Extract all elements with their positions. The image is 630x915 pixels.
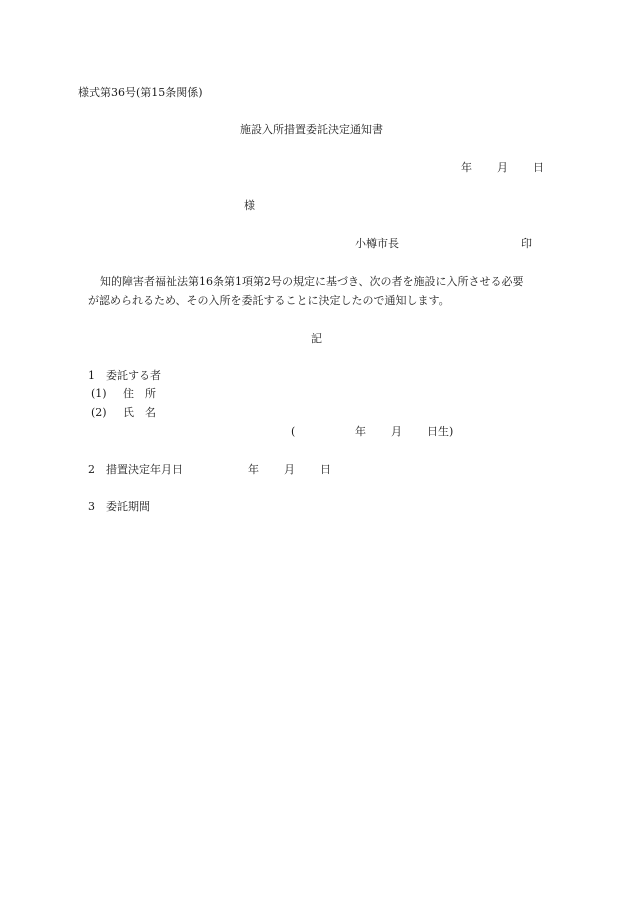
body-text-line-1: 知的障害者福祉法第16条第1項第2号の規定に基づき、次の者を施設に入所させる必要 xyxy=(100,275,524,288)
birth-year: 年 xyxy=(355,425,366,438)
date-day: 日 xyxy=(533,161,544,174)
ki-heading: 記 xyxy=(311,332,322,345)
form-number: 様式第36号(第15条関係) xyxy=(78,86,203,99)
item-2-month: 月 xyxy=(284,463,295,476)
issuer-name: 小樽市長 xyxy=(355,237,399,250)
item-2-year: 年 xyxy=(248,463,259,476)
item-1-address-label: 住 所 xyxy=(123,387,156,400)
date-month: 月 xyxy=(497,161,508,174)
document-title: 施設入所措置委託決定通知書 xyxy=(240,123,383,136)
item-1-heading: 1 委託する者 xyxy=(88,369,161,382)
item-1-name-label: 氏 名 xyxy=(123,406,156,419)
body-text-line-2: が認められるため、その入所を委託することに決定したので通知します。 xyxy=(88,294,450,307)
birth-month: 月 xyxy=(391,425,402,438)
item-1-address-number: (1) xyxy=(91,387,107,400)
addressee-suffix: 様 xyxy=(244,199,255,212)
item-1-name-number: (2) xyxy=(91,406,107,419)
birth-open-paren: ( xyxy=(291,425,296,438)
item-2-heading: 2 措置決定年月日 xyxy=(88,463,183,476)
birth-day: 日生) xyxy=(427,425,454,438)
date-year: 年 xyxy=(461,161,472,174)
item-2-day: 日 xyxy=(320,463,331,476)
seal-mark: 印 xyxy=(521,237,532,250)
item-3-heading: 3 委託期間 xyxy=(88,500,150,513)
